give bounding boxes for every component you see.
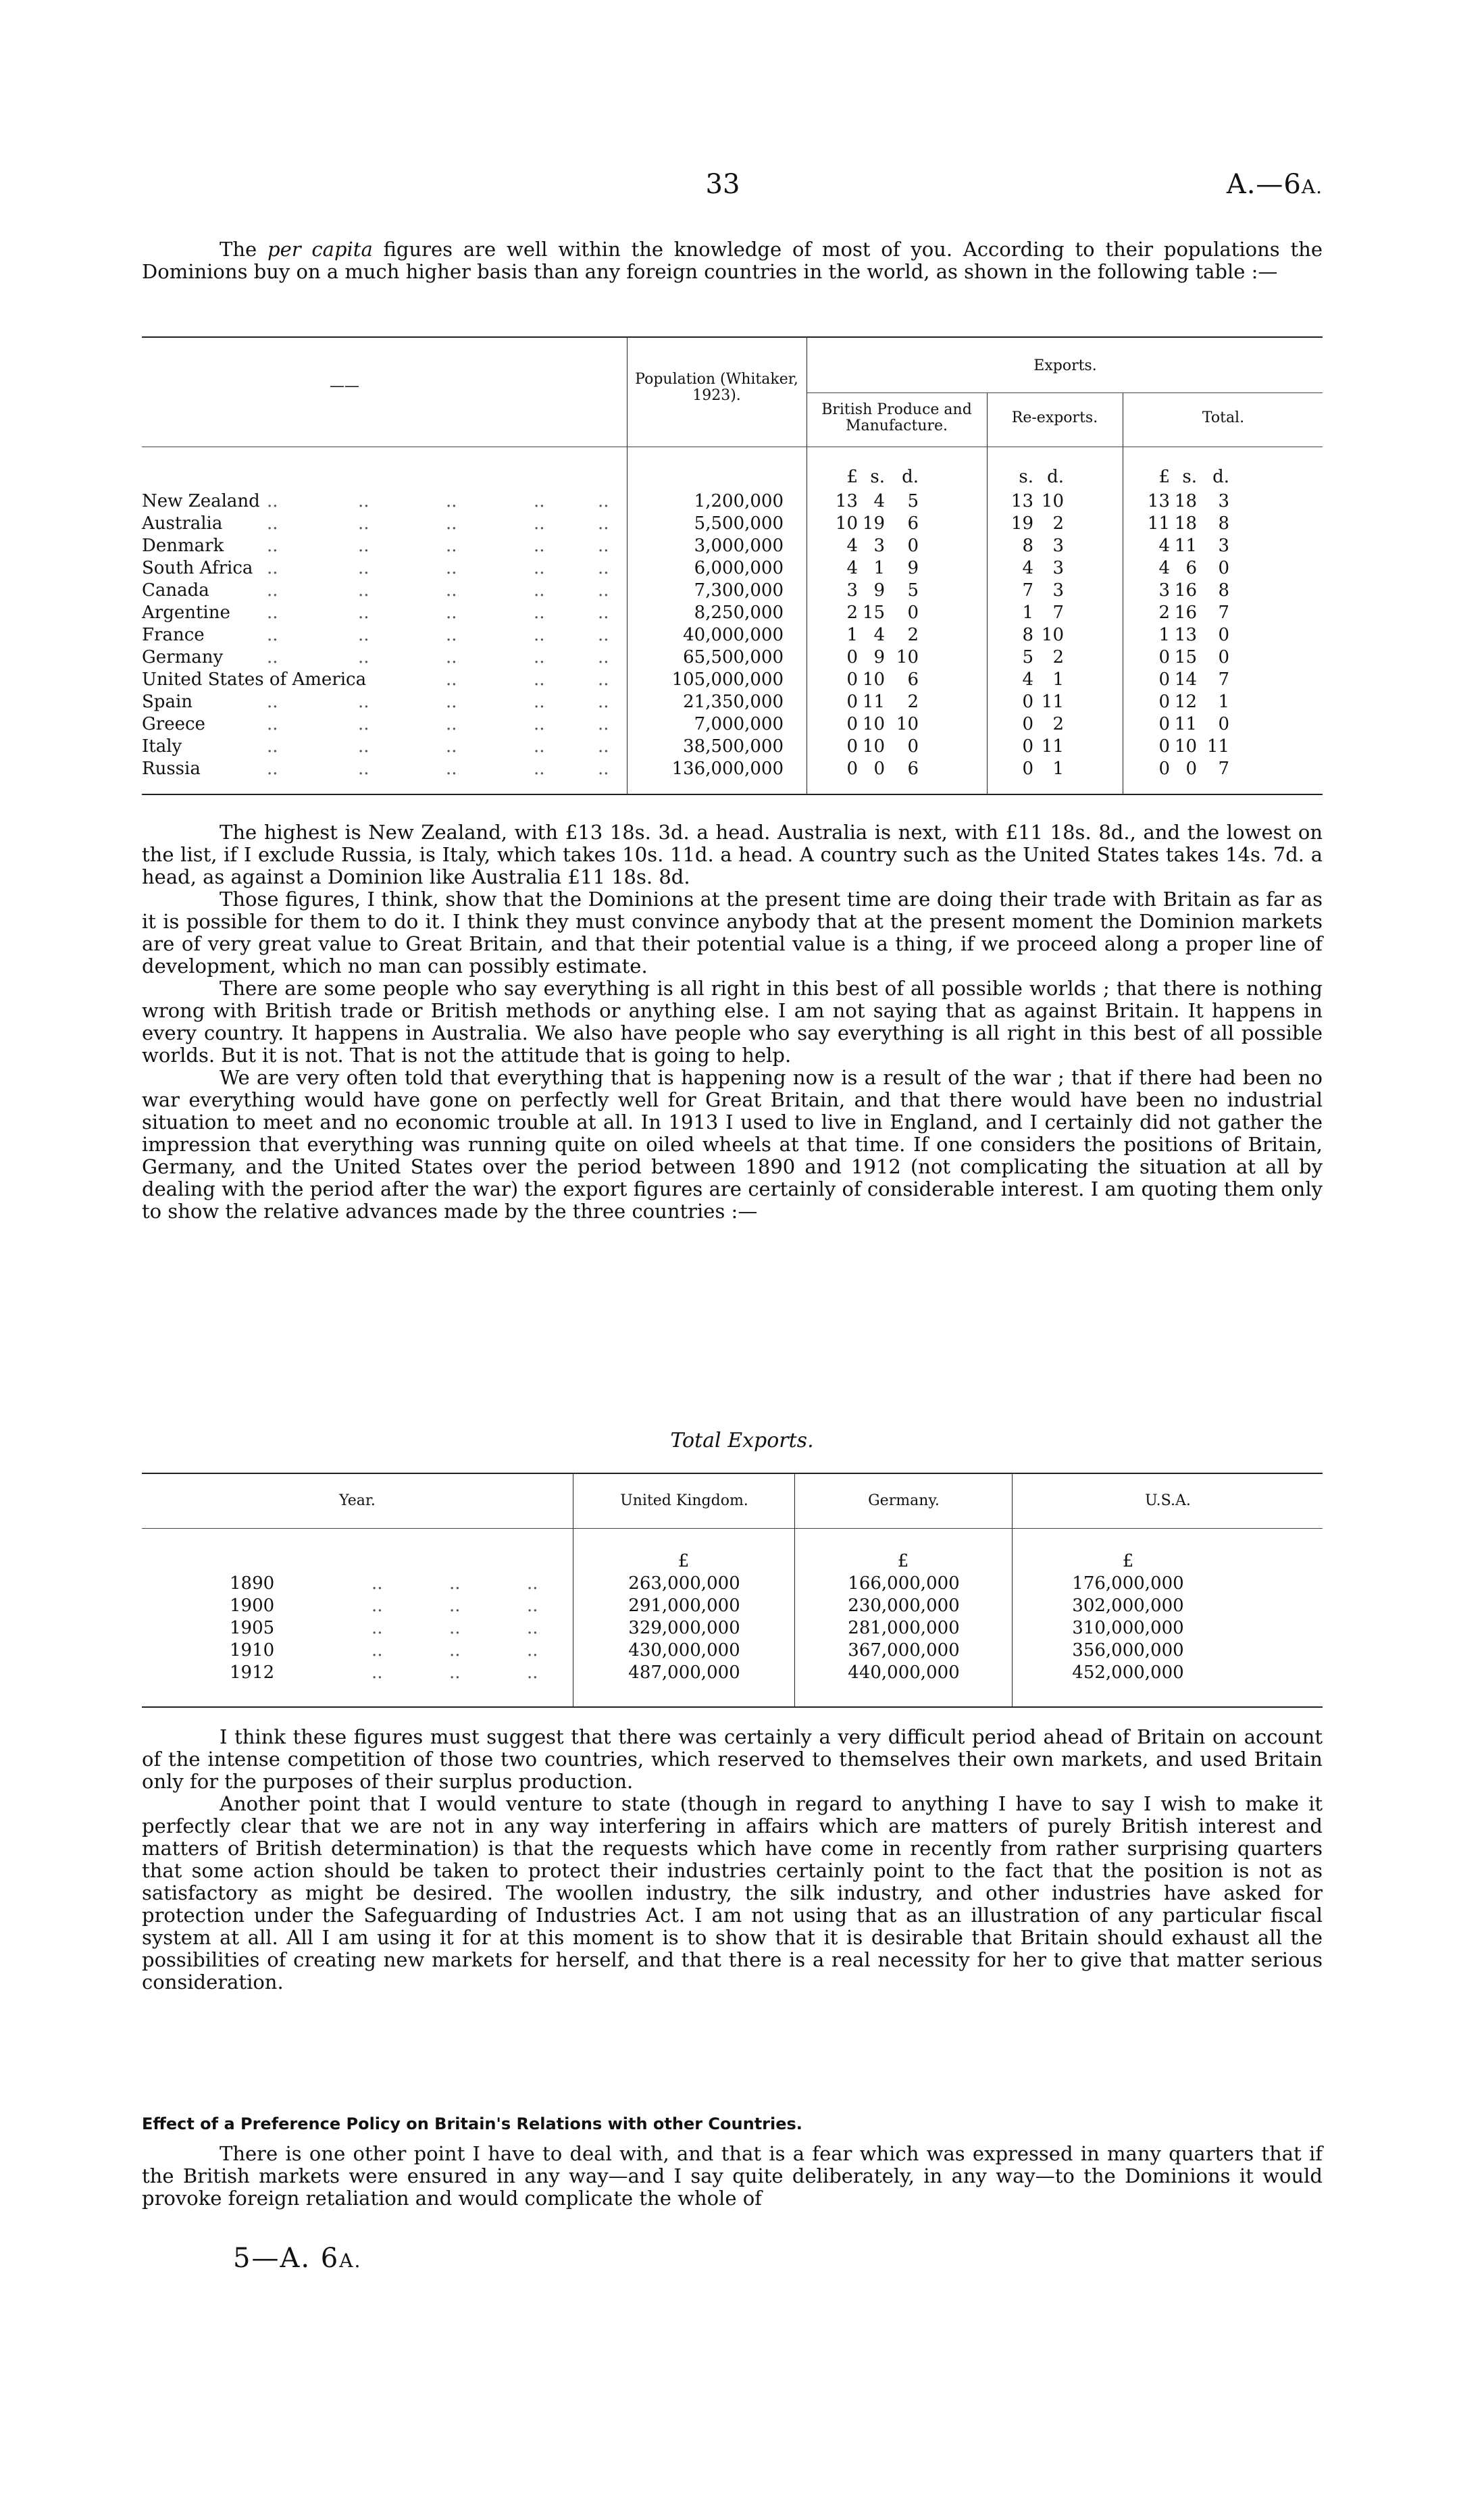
leader-dot: .. (358, 692, 369, 712)
leader-dot: .. (446, 647, 457, 667)
leader-dot: .. (267, 759, 278, 779)
germany-value: 367,000,000 (848, 1640, 960, 1660)
re-exports-value: 7 (1052, 603, 1064, 623)
re-exports-value: 0 (1022, 736, 1033, 757)
country-name: Canada (142, 580, 209, 601)
leader-dot: .. (446, 669, 457, 690)
british-produce-value: 0 (907, 736, 919, 757)
unit-label: d. (1047, 467, 1064, 487)
total-value: 8 (1218, 580, 1229, 601)
leader-dot: .. (267, 603, 278, 623)
re-exports-value: 0 (1022, 692, 1033, 712)
leader-dot: .. (598, 558, 609, 578)
table-row (0, 691, 1484, 713)
germany-value: 281,000,000 (848, 1618, 960, 1638)
leader-dot: .. (446, 603, 457, 623)
british-produce-value: 0 (907, 603, 919, 623)
re-exports-value: 4 (1022, 669, 1033, 690)
leader-dot: .. (358, 759, 369, 779)
british-produce-value: 10 (835, 513, 858, 534)
usa-value: 452,000,000 (1072, 1662, 1184, 1683)
body-paragraph: Another point that I would venture to state (though in regard to anything I have to say I wish to make it perfectly clear that we are not in any way interfering in affairs which are matters of purely British interest and matters of British determination) is that the requests which have come in recently from rather surprising quarters that some action should be taken to protect their industries certainly point to the fact that the position is not as satisfactory as might be desired. The woollen industry, the silk industry, and other industries have asked for protection under the Safeguarding of Industries Act. I am not using that as an illustration of any particular fiscal system at all. All I am using it for at this moment is to show that it is desirable that Britain should exhaust all the possibilities of creating new markets for herself, and that there is a real necessity for her to give that matter serious consideration. (142, 1792, 1323, 1994)
country-name: United States of America (142, 669, 367, 690)
re-exports-value: 19 (1010, 513, 1033, 534)
total-value: 13 (1174, 625, 1197, 645)
germany-value: 230,000,000 (848, 1596, 960, 1616)
leader-dot: .. (527, 1662, 538, 1683)
table-row (0, 713, 1484, 736)
table2-caption: Total Exports. (670, 1429, 814, 1452)
british-produce-value: 5 (907, 491, 919, 511)
leader-dot: .. (534, 536, 545, 556)
population-value: 6,000,000 (694, 558, 784, 578)
leader-dot: .. (358, 647, 369, 667)
leader-dot: .. (446, 625, 457, 645)
country-name: Denmark (142, 536, 224, 556)
intro-text-start: The (220, 238, 268, 261)
total-value: 0 (1158, 736, 1170, 757)
leader-dot: .. (449, 1640, 461, 1660)
table-row (0, 490, 1484, 513)
re-exports-value: 2 (1052, 513, 1064, 534)
total-value: 4 (1158, 558, 1170, 578)
leader-dot: .. (446, 714, 457, 734)
table-row (0, 669, 1484, 691)
table-row (0, 513, 1484, 535)
total-value: 0 (1158, 759, 1170, 779)
total-value: 3 (1218, 536, 1229, 556)
total-value: 0 (1158, 692, 1170, 712)
table-row (0, 646, 1484, 669)
table2-top-rule (142, 1473, 1323, 1474)
british-produce-value: 10 (862, 669, 885, 690)
leader-dot: .. (534, 513, 545, 534)
leader-dot: .. (446, 736, 457, 757)
country-name: France (142, 625, 205, 645)
unit-label: d. (902, 467, 919, 487)
total-value: 18 (1174, 513, 1197, 534)
british-produce-value: 9 (873, 647, 885, 667)
population-value: 40,000,000 (683, 625, 784, 645)
total-value: 4 (1158, 536, 1170, 556)
country-name: Australia (142, 513, 223, 534)
population-value: 65,500,000 (683, 647, 784, 667)
leader-dot: .. (534, 603, 545, 623)
table-row (0, 1573, 1484, 1595)
total-value: 11 (1206, 736, 1229, 757)
total-value: 13 (1147, 491, 1170, 511)
british-produce-value: 3 (873, 536, 885, 556)
section-body (142, 2143, 1323, 2210)
total-value: 0 (1158, 669, 1170, 690)
table1-header-population: Population (Whitaker, 1923). (635, 371, 798, 404)
british-produce-value: 5 (907, 580, 919, 601)
intro-text-end: figures are well within the knowledge of most of you. According to their populations the Dominions buy on a much higher basis than any foreign countries in the world, as shown in the following table :— (142, 238, 1323, 283)
british-produce-value: 0 (907, 536, 919, 556)
re-exports-value: 8 (1022, 536, 1033, 556)
currency-unit: £ (897, 1551, 909, 1571)
leader-dot: .. (446, 692, 457, 712)
leader-dot: .. (449, 1662, 461, 1683)
re-exports-value: 2 (1052, 647, 1064, 667)
population-value: 8,250,000 (694, 603, 784, 623)
unit-label: £ (1158, 467, 1170, 487)
doc-ref-main: A.—6 (1226, 169, 1302, 200)
british-produce-value: 4 (873, 491, 885, 511)
british-produce-value: 2 (907, 625, 919, 645)
table2-header-germany: Germany. (868, 1492, 940, 1509)
leader-dot: .. (534, 759, 545, 779)
leader-dot: .. (598, 625, 609, 645)
table1-top-rule (142, 336, 1323, 338)
leader-dot: .. (527, 1618, 538, 1638)
section-heading: Effect of a Preference Policy on Britain's Relations with other Countries. (142, 2114, 802, 2133)
table-row (0, 1617, 1484, 1640)
leader-dot: .. (372, 1573, 383, 1594)
usa-value: 310,000,000 (1072, 1618, 1184, 1638)
table-row (0, 624, 1484, 646)
table2-header-usa: U.S.A. (1145, 1492, 1191, 1509)
total-value: 0 (1218, 625, 1229, 645)
british-produce-value: 0 (846, 647, 858, 667)
leader-dot: .. (372, 1662, 383, 1683)
unit-label: s. (870, 467, 885, 487)
british-produce-value: 4 (846, 536, 858, 556)
population-value: 136,000,000 (671, 759, 784, 779)
year-value: 1912 (230, 1662, 275, 1683)
leader-dot: .. (534, 669, 545, 690)
table-row (0, 1662, 1484, 1684)
intro-paragraph (142, 238, 1323, 283)
re-exports-value: 11 (1041, 736, 1064, 757)
body-paragraph: I think these figures must suggest that there was certainly a very difficult period ahead of Britain on account of the intense competition of those two countries, which reserved to themselves their own markets, and used Britain only for the purposes of their surplus production. (142, 1725, 1323, 1793)
closing-paragraphs (142, 1726, 1323, 1994)
body-paragraph: We are very often told that everything that is happening now is a result of the war ; that if there had been no war everything would have gone on perfectly well for Great Britain, and that there would have been no industrial situation to meet and no economic trouble at all. In 1913 I used to live in England, and I certainly did not gather the impression that everything was running quite on oiled wheels at that time. If one considers the positions of Britain, Germany, and the United States over the period between 1890 and 1912 (not complicating the situation at all by dealing with the period after the war) the export figures are certainly of considerable interest. I am quoting them only to show the relative advances made by the three countries :— (142, 1066, 1323, 1223)
table2-bottom-rule (142, 1706, 1323, 1708)
germany-value: 166,000,000 (848, 1573, 960, 1594)
british-produce-value: 11 (862, 692, 885, 712)
table1-header-country: —— (330, 378, 359, 395)
british-produce-value: 6 (907, 669, 919, 690)
total-value: 3 (1158, 580, 1170, 601)
population-value: 5,500,000 (694, 513, 784, 534)
british-produce-value: 1 (873, 558, 885, 578)
leader-dot: .. (358, 513, 369, 534)
currency-unit: £ (677, 1551, 690, 1571)
total-value: 3 (1218, 491, 1229, 511)
british-produce-value: 10 (862, 736, 885, 757)
uk-value: 430,000,000 (628, 1640, 740, 1660)
british-produce-value: 9 (873, 580, 885, 601)
table-row (0, 557, 1484, 580)
leader-dot: .. (267, 491, 278, 511)
british-produce-value: 1 (846, 625, 858, 645)
uk-value: 487,000,000 (628, 1662, 740, 1683)
british-produce-value: 0 (846, 692, 858, 712)
currency-unit: £ (1122, 1551, 1134, 1571)
leader-dot: .. (449, 1618, 461, 1638)
leader-dot: .. (598, 647, 609, 667)
usa-value: 356,000,000 (1072, 1640, 1184, 1660)
uk-value: 329,000,000 (628, 1618, 740, 1638)
british-produce-value: 6 (907, 759, 919, 779)
leader-dot: .. (267, 558, 278, 578)
total-value: 6 (1185, 558, 1197, 578)
re-exports-value: 13 (1010, 491, 1033, 511)
leader-dot: .. (598, 669, 609, 690)
leader-dot: .. (449, 1596, 461, 1616)
total-value: 0 (1158, 647, 1170, 667)
table-row (0, 758, 1484, 780)
leader-dot: .. (527, 1573, 538, 1594)
leader-dot: .. (267, 692, 278, 712)
re-exports-value: 3 (1052, 580, 1064, 601)
leader-dot: .. (446, 580, 457, 601)
leader-dot: .. (358, 714, 369, 734)
unit-label: d. (1212, 467, 1229, 487)
re-exports-value: 10 (1041, 625, 1064, 645)
british-produce-value: 19 (862, 513, 885, 534)
year-value: 1890 (230, 1573, 275, 1594)
leader-dot: .. (534, 714, 545, 734)
usa-value: 176,000,000 (1072, 1573, 1184, 1594)
british-produce-value: 2 (846, 603, 858, 623)
table1-exports-subrule (807, 392, 1323, 393)
leader-dot: .. (267, 625, 278, 645)
british-produce-value: 6 (907, 513, 919, 534)
total-value: 12 (1174, 692, 1197, 712)
british-produce-value: 13 (835, 491, 858, 511)
total-value: 7 (1218, 669, 1229, 690)
table2-header-rule (142, 1528, 1323, 1529)
country-name: Spain (142, 692, 193, 712)
leader-dot: .. (372, 1618, 383, 1638)
table2-header-year: Year. (339, 1492, 376, 1509)
section-paragraph: There is one other point I have to deal with, and that is a fear which was expressed in many quarters that if the British markets were ensured in any way—and I say quite deliberately, in any way—to the Dominions it would provoke foreign retaliation and would complicate the whole of (142, 2142, 1323, 2210)
re-exports-value: 10 (1041, 491, 1064, 511)
table-row (0, 736, 1484, 758)
body-paragraph: Those figures, I think, show that the Dominions at the present time are doing their trade with Britain as far as it is possible for them to do it. I think they must convince anybody that at the present moment the Dominion markets are of very great value to Great Britain, and that their potential value is a thing, if we proceed along a proper line of development, which no man can possibly estimate. (142, 888, 1323, 978)
leader-dot: .. (449, 1573, 461, 1594)
total-value: 0 (1218, 714, 1229, 734)
leader-dot: .. (534, 580, 545, 601)
british-produce-value: 0 (846, 714, 858, 734)
table1-header-exports: Exports. (1033, 357, 1097, 374)
total-value: 1 (1158, 625, 1170, 645)
re-exports-value: 1 (1052, 759, 1064, 779)
total-value: 11 (1174, 536, 1197, 556)
population-value: 1,200,000 (694, 491, 784, 511)
re-exports-value: 0 (1022, 714, 1033, 734)
leader-dot: .. (358, 625, 369, 645)
leader-dot: .. (446, 536, 457, 556)
leader-dot: .. (598, 759, 609, 779)
leader-dot: .. (358, 580, 369, 601)
unit-label: £ (846, 467, 858, 487)
leader-dot: .. (358, 736, 369, 757)
unit-label: s. (1019, 467, 1033, 487)
british-produce-value: 0 (846, 759, 858, 779)
british-produce-value: 10 (896, 714, 919, 734)
table-row (0, 580, 1484, 602)
leader-dot: .. (358, 558, 369, 578)
leader-dot: .. (527, 1596, 538, 1616)
leader-dot: .. (598, 603, 609, 623)
re-exports-value: 3 (1052, 558, 1064, 578)
re-exports-value: 11 (1041, 692, 1064, 712)
british-produce-value: 4 (873, 625, 885, 645)
leader-dot: .. (267, 736, 278, 757)
total-value: 16 (1174, 603, 1197, 623)
leader-dot: .. (598, 692, 609, 712)
total-value: 11 (1174, 714, 1197, 734)
total-value: 8 (1218, 513, 1229, 534)
total-value: 15 (1174, 647, 1197, 667)
total-value: 0 (1185, 759, 1197, 779)
leader-dot: .. (372, 1596, 383, 1616)
british-produce-value: 0 (846, 669, 858, 690)
leader-dot: .. (446, 491, 457, 511)
leader-dot: .. (527, 1640, 538, 1660)
signature-small: A. (339, 2250, 362, 2272)
british-produce-value: 4 (846, 558, 858, 578)
year-value: 1905 (230, 1618, 275, 1638)
total-value: 7 (1218, 603, 1229, 623)
country-name: Argentine (142, 603, 230, 623)
british-produce-value: 3 (846, 580, 858, 601)
re-exports-value: 7 (1022, 580, 1033, 601)
country-name: Greece (142, 714, 205, 734)
re-exports-value: 5 (1022, 647, 1033, 667)
total-value: 18 (1174, 491, 1197, 511)
signature-main: 5—A. 6 (233, 2243, 340, 2274)
population-value: 7,000,000 (694, 714, 784, 734)
table-row (0, 1595, 1484, 1617)
population-value: 21,350,000 (683, 692, 784, 712)
uk-value: 291,000,000 (628, 1596, 740, 1616)
year-value: 1900 (230, 1596, 275, 1616)
doc-ref-small: A. (1301, 176, 1323, 198)
body-paragraph: There are some people who say everything is all right in this best of all possible worlds ; that there is nothing wrong with British trade or British methods or anything else. I am not saying that as against Britain. It happens in every country. It happens in Australia. We also have people who say everything is all right in this best of all possible worlds. But it is not. That is not the attitude that is going to help. (142, 977, 1323, 1067)
intro-italic-term: per capita (267, 238, 373, 261)
document-reference (1227, 169, 1323, 200)
unit-label: s. (1182, 467, 1197, 487)
leader-dot: .. (534, 491, 545, 511)
leader-dot: .. (534, 736, 545, 757)
re-exports-value: 2 (1052, 714, 1064, 734)
table-row (0, 602, 1484, 624)
leader-dot: .. (446, 513, 457, 534)
leader-dot: .. (598, 491, 609, 511)
leader-dot: .. (358, 491, 369, 511)
population-value: 7,300,000 (694, 580, 784, 601)
signature-mark (233, 2243, 361, 2274)
leader-dot: .. (267, 580, 278, 601)
table2-header-uk: United Kingdom. (620, 1492, 748, 1509)
british-produce-value: 2 (907, 692, 919, 712)
leader-dot: .. (598, 580, 609, 601)
middle-paragraphs (142, 821, 1323, 1223)
table-row (0, 1640, 1484, 1662)
total-value: 0 (1218, 558, 1229, 578)
leader-dot: .. (598, 513, 609, 534)
page-number: 33 (705, 169, 740, 200)
country-name: Italy (142, 736, 182, 757)
leader-dot: .. (534, 558, 545, 578)
leader-dot: .. (358, 536, 369, 556)
leader-dot: .. (534, 625, 545, 645)
british-produce-value: 10 (896, 647, 919, 667)
re-exports-value: 3 (1052, 536, 1064, 556)
leader-dot: .. (372, 1640, 383, 1660)
re-exports-value: 1 (1022, 603, 1033, 623)
leader-dot: .. (358, 603, 369, 623)
british-produce-value: 15 (862, 603, 885, 623)
leader-dot: .. (267, 513, 278, 534)
re-exports-value: 0 (1022, 759, 1033, 779)
population-value: 38,500,000 (683, 736, 784, 757)
table1-header-re-exports: Re-exports. (1011, 409, 1098, 426)
total-value: 2 (1158, 603, 1170, 623)
leader-dot: .. (267, 536, 278, 556)
total-value: 16 (1174, 580, 1197, 601)
leader-dot: .. (534, 692, 545, 712)
total-value: 11 (1147, 513, 1170, 534)
leader-dot: .. (267, 647, 278, 667)
body-paragraph: The highest is New Zealand, with £13 18s. 3d. a head. Australia is next, with £11 18s. 8d., and the lowest on the list, if I exclude Russia, is Italy, which takes 10s. 11d. a head. A country such as the United States takes 14s. 7d. a head, as against a Dominion like Australia £11 18s. 8d. (142, 821, 1323, 888)
leader-dot: .. (534, 647, 545, 667)
re-exports-value: 1 (1052, 669, 1064, 690)
country-name: New Zealand (142, 491, 260, 511)
british-produce-value: 0 (846, 736, 858, 757)
uk-value: 263,000,000 (628, 1573, 740, 1594)
total-value: 0 (1158, 714, 1170, 734)
intro-section (142, 238, 1323, 283)
british-produce-value: 10 (862, 714, 885, 734)
leader-dot: .. (446, 558, 457, 578)
usa-value: 302,000,000 (1072, 1596, 1184, 1616)
population-value: 3,000,000 (694, 536, 784, 556)
germany-value: 440,000,000 (848, 1662, 960, 1683)
total-value: 7 (1218, 759, 1229, 779)
table1-bottom-rule (142, 794, 1323, 795)
re-exports-value: 4 (1022, 558, 1033, 578)
table-row (0, 535, 1484, 557)
country-name: South Africa (142, 558, 253, 578)
total-value: 1 (1218, 692, 1229, 712)
country-name: Germany (142, 647, 224, 667)
leader-dot: .. (446, 759, 457, 779)
total-value: 0 (1218, 647, 1229, 667)
leader-dot: .. (267, 714, 278, 734)
table1-header-british-produce: British Produce and Manufacture. (821, 401, 972, 434)
re-exports-value: 8 (1022, 625, 1033, 645)
leader-dot: .. (598, 736, 609, 757)
british-produce-value: 0 (873, 759, 885, 779)
leader-dot: .. (598, 536, 609, 556)
british-produce-value: 9 (907, 558, 919, 578)
country-name: Russia (142, 759, 201, 779)
table1-header-total: Total. (1202, 409, 1245, 426)
total-value: 14 (1174, 669, 1197, 690)
leader-dot: .. (598, 714, 609, 734)
population-value: 105,000,000 (671, 669, 784, 690)
total-value: 10 (1174, 736, 1197, 757)
year-value: 1910 (230, 1640, 275, 1660)
